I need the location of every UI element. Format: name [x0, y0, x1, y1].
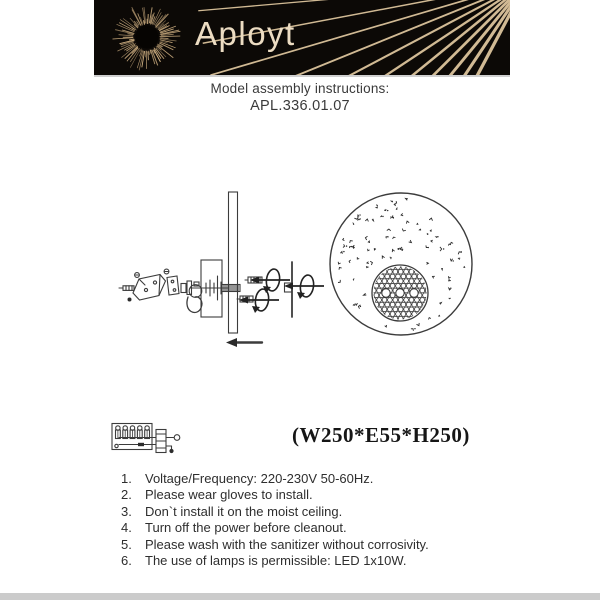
header-bar	[94, 0, 510, 77]
subtitle-block	[0, 81, 600, 114]
instruction-item	[121, 520, 429, 536]
starburst-logo-icon	[113, 7, 181, 70]
left-arrow-icon	[226, 338, 262, 347]
instruction-number: 4.	[121, 520, 132, 536]
rotate-screw-icons	[239, 268, 324, 313]
instruction-number: 3.	[121, 503, 132, 519]
terminal-block-diagram	[112, 424, 180, 454]
mounting-bracket	[119, 269, 179, 301]
lamp-housing	[201, 260, 222, 317]
wall-panel	[229, 192, 238, 333]
instruction-list	[121, 471, 429, 569]
mounting-screw	[245, 277, 262, 283]
instruction-text: Don`t install it on the moist ceiling.	[145, 503, 343, 519]
instruction-text: Please wash with the sanitizer without corrosivity.	[145, 536, 429, 552]
instruction-number: 1.	[121, 471, 132, 486]
model-number: APL.336.01.07	[250, 98, 350, 114]
instruction-item	[121, 487, 429, 503]
instruction-number: 6.	[121, 553, 132, 569]
instruction-item	[121, 553, 429, 569]
brand-name: Aployt	[195, 15, 296, 52]
mounting-screw	[237, 296, 253, 302]
instruction-number: 2.	[121, 487, 132, 503]
instruction-item	[121, 537, 429, 553]
wire-loop	[187, 297, 202, 313]
instruction-item	[121, 471, 429, 487]
instruction-text: The use of lamps is permissible: LED 1x10W.	[145, 553, 407, 569]
honeycomb-diffuser	[369, 265, 430, 321]
instruction-number: 5.	[121, 536, 132, 552]
instruction-text: Please wear gloves to install.	[145, 487, 313, 503]
lamp-arm-connector	[181, 281, 202, 312]
bottom-edge-strip	[0, 593, 600, 600]
dimensions-label: (W250*E55*H250)	[292, 423, 470, 447]
assembly-instructions-title: Model assembly instructions:	[210, 81, 390, 96]
mounting-shaft	[190, 276, 228, 300]
lamp-front-view	[330, 193, 472, 335]
instruction-item	[121, 504, 429, 520]
threaded-rod	[222, 285, 240, 292]
lamp-backplate	[285, 262, 293, 317]
sparkle-specks	[338, 198, 465, 330]
instruction-text: Turn off the power before cleanout.	[145, 520, 347, 536]
header-art	[94, 0, 510, 75]
instruction-text: Voltage/Frequency: 220-230V 50-60Hz.	[145, 471, 374, 486]
